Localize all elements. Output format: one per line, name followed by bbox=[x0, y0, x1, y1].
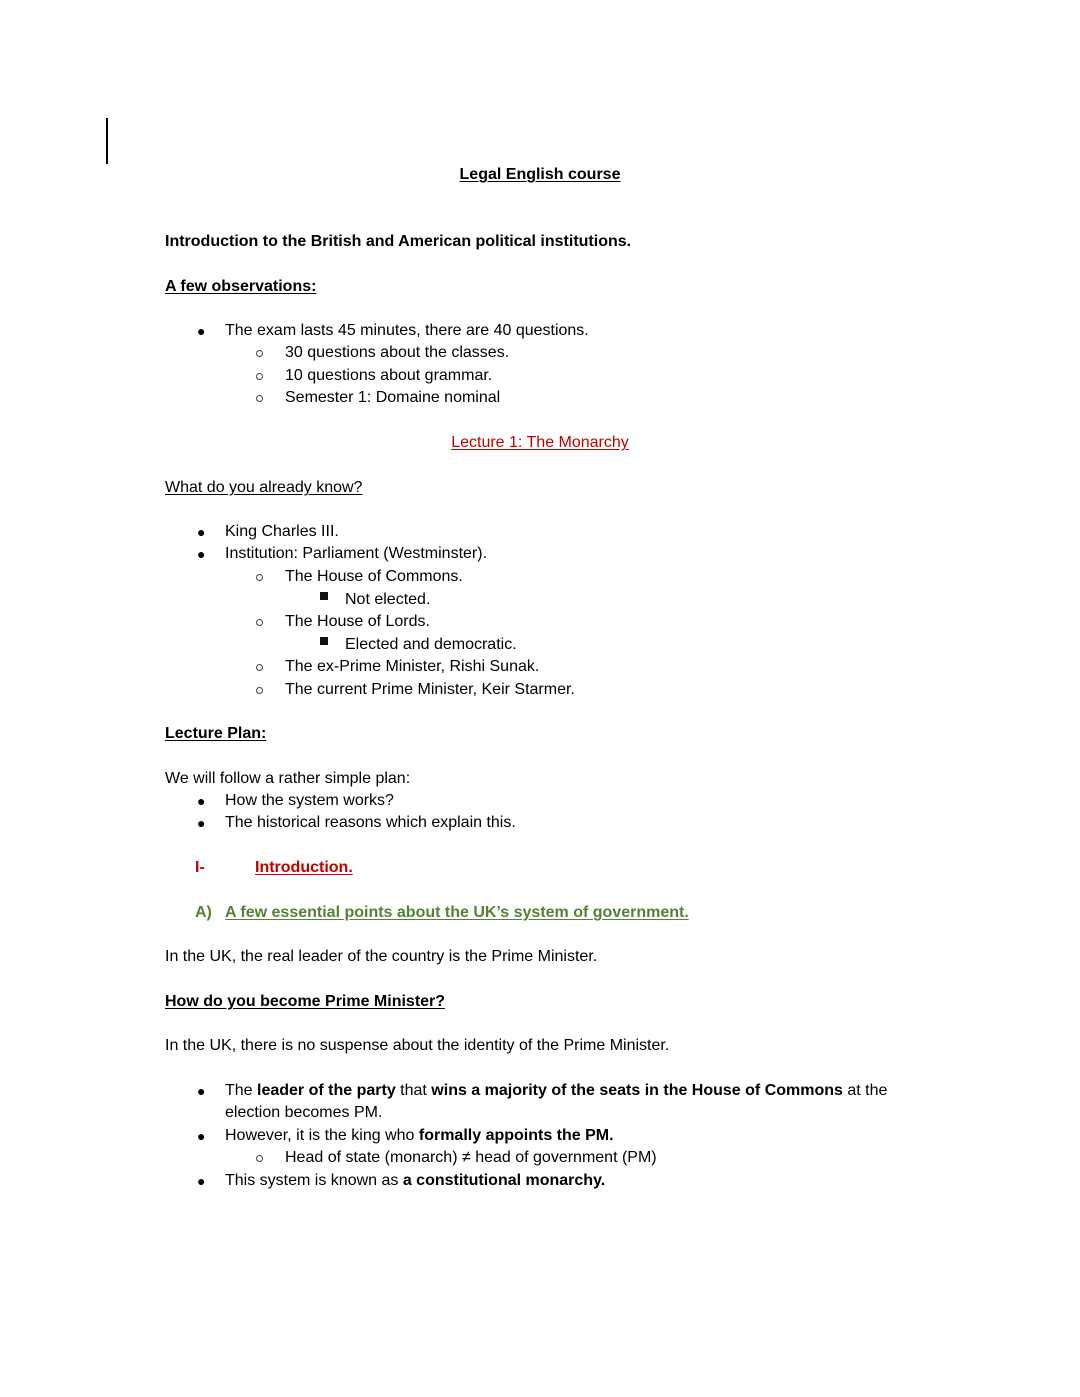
plan-intro: We will follow a rather simple plan: bbox=[165, 770, 411, 787]
sub-bullet-icon bbox=[256, 687, 263, 694]
text-run: at the bbox=[842, 1082, 888, 1099]
list-item: The exam lasts 45 minutes, there are 40 questions. bbox=[225, 322, 589, 339]
text-cursor bbox=[106, 118, 108, 164]
know-heading: What do you already know? bbox=[165, 479, 363, 496]
paragraph: In the UK, the real leader of the country is the Prime Minister. bbox=[165, 948, 598, 965]
sub-bullet-icon bbox=[256, 373, 263, 380]
page-title: Legal English course bbox=[459, 166, 621, 183]
bullet-icon: ● bbox=[197, 524, 206, 540]
sub-bullet-icon bbox=[256, 619, 263, 626]
list-item: The historical reasons which explain this. bbox=[225, 814, 516, 831]
square-bullet-icon bbox=[320, 637, 328, 645]
observations-heading: A few observations: bbox=[165, 278, 317, 295]
intro-heading: Introduction to the British and American political institutions. bbox=[165, 233, 632, 250]
bullet-icon: ● bbox=[197, 793, 206, 809]
list-item: King Charles III. bbox=[225, 523, 339, 540]
subsection-letter: A) bbox=[195, 904, 212, 921]
text-run: The bbox=[225, 1082, 258, 1099]
list-item: How the system works? bbox=[225, 792, 394, 809]
paragraph: In the UK, there is no suspense about the identity of the Prime Minister. bbox=[165, 1037, 670, 1054]
list-item: Institution: Parliament (Westminster). bbox=[225, 545, 488, 562]
list-item: Elected and democratic. bbox=[345, 636, 517, 653]
bullet-icon: ● bbox=[197, 323, 206, 339]
list-item: 30 questions about the classes. bbox=[285, 344, 510, 361]
list-item bbox=[225, 1125, 614, 1147]
bullet-icon: ● bbox=[197, 546, 206, 562]
list-item: Semester 1: Domaine nominal bbox=[285, 389, 501, 406]
bold-run: leader of the party bbox=[257, 1082, 396, 1099]
list-item: The ex-Prime Minister, Rishi Sunak. bbox=[285, 658, 540, 675]
pm-heading: How do you become Prime Minister? bbox=[165, 993, 446, 1010]
text-run: that bbox=[395, 1082, 432, 1099]
bullet-icon: ● bbox=[197, 815, 206, 831]
section-number: I- bbox=[195, 859, 205, 876]
list-item: The House of Lords. bbox=[285, 613, 430, 630]
bullet-icon: ● bbox=[197, 1128, 206, 1144]
list-item: 10 questions about grammar. bbox=[285, 367, 493, 384]
square-bullet-icon bbox=[320, 592, 328, 600]
list-item: Not elected. bbox=[345, 591, 431, 608]
bullet-icon: ● bbox=[197, 1173, 206, 1189]
plan-heading: Lecture Plan: bbox=[165, 725, 267, 742]
bold-run: a constitutional monarchy. bbox=[402, 1172, 606, 1189]
bullet-icon: ● bbox=[197, 1083, 206, 1099]
list-item bbox=[225, 1080, 887, 1102]
text-run: This system is known as bbox=[225, 1172, 403, 1189]
subsection-title: A few essential points about the UK’s system of government. bbox=[225, 904, 689, 921]
section-title: Introduction. bbox=[255, 859, 353, 876]
sub-bullet-icon bbox=[256, 664, 263, 671]
text-run: However, it is the king who bbox=[225, 1127, 419, 1144]
sub-bullet-icon bbox=[256, 350, 263, 357]
list-item bbox=[225, 1170, 605, 1192]
lecture-title: Lecture 1: The Monarchy bbox=[451, 434, 629, 451]
list-item: The House of Commons. bbox=[285, 568, 463, 585]
sub-bullet-icon bbox=[256, 1155, 263, 1162]
bold-run: formally appoints the PM. bbox=[418, 1127, 614, 1144]
bold-run: wins a majority of the seats in the House of Commons bbox=[431, 1082, 843, 1099]
list-item: The current Prime Minister, Keir Starmer. bbox=[285, 681, 575, 698]
sub-bullet-icon bbox=[256, 574, 263, 581]
list-item-continuation: election becomes PM. bbox=[225, 1104, 383, 1121]
list-item: Head of state (monarch) ≠ head of government (PM) bbox=[285, 1149, 657, 1166]
sub-bullet-icon bbox=[256, 395, 263, 402]
